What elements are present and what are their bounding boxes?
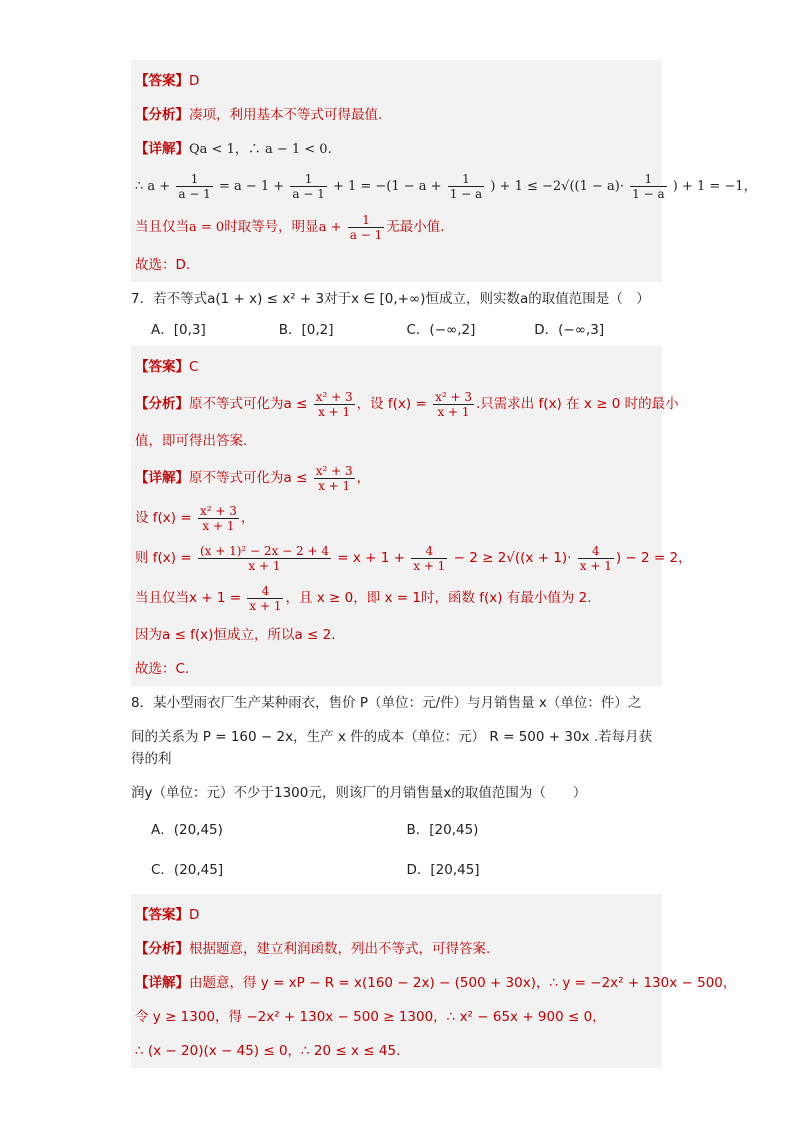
fraction (448, 172, 484, 201)
text-part: 设 f(x) = (135, 510, 192, 526)
text-part: x + 1 = (189, 590, 242, 606)
document-page (131, 60, 757, 1068)
q8-option-d: D．[20,45] (406, 862, 480, 878)
analysis-tag: 【分析】 (135, 396, 189, 412)
numerator: 1 (348, 213, 384, 228)
q7-detail-line-4 (135, 578, 654, 618)
numerator: x² + 3 (199, 503, 237, 518)
denominator: x + 1 (318, 404, 351, 419)
q7-solution-block (131, 346, 692, 686)
detail-tag: 【详解】 (135, 975, 189, 991)
q7-options (131, 316, 662, 346)
numerator: 4 (411, 544, 447, 559)
numerator: 4 (578, 544, 614, 559)
fraction (290, 172, 326, 201)
answer-tag: 【答案】 (135, 359, 189, 375)
analysis-tag: 【分析】 (135, 107, 189, 123)
denominator: x + 1 (249, 598, 282, 613)
denominator: a − 1 (178, 187, 211, 201)
q8-detail-line-1 (135, 966, 737, 1000)
q7-detail-line-1 (135, 458, 654, 498)
text-part: − 2 ≥ 2√((x + 1)· (453, 550, 572, 566)
text-part: ， (240, 510, 255, 526)
text-part: 当且仅当 (135, 219, 189, 235)
q8-answer-line (135, 898, 654, 932)
numerator: x² + 3 (435, 389, 472, 404)
numerator: 1 (630, 172, 666, 187)
answer-tag: 【答案】 (135, 907, 189, 923)
q7-option-d: D．(−∞,3] (534, 322, 605, 338)
q6-derivation-line (135, 167, 757, 207)
q8-stem-line-3: 润y（单位：元）不少于1300元，则该厂的月销售量x的取值范围为（ ） (131, 785, 587, 801)
math-part: a + (318, 220, 342, 235)
denominator: 1 − a (632, 187, 665, 201)
text-part: .只需求出 f(x) 在 x ≥ 0 时的最小 (475, 396, 679, 412)
answer-tag: 【答案】 (135, 73, 189, 89)
q6-detail-line (135, 132, 654, 167)
analysis-text: 凑项，利用基本不等式可得最值. (189, 107, 383, 123)
fraction (176, 172, 212, 201)
q6-choice-line: 故选：D. (135, 257, 191, 273)
text-part: 则 f(x) = (135, 550, 192, 566)
q7-analysis-line (135, 384, 679, 424)
denominator: x + 1 (413, 558, 446, 573)
denominator: x + 1 (318, 478, 351, 493)
q7-stem: 7．若不等式a(1 + x) ≤ x² + 3对于x ∈ [0,+∞)恒成立，则实数a的取值范围是（ ） (131, 291, 650, 307)
q8-stem-line-1: 8．某小型雨衣厂生产某种雨衣，售价 P（单位：元/件）与月销售量 x（单位：件）之 (131, 695, 642, 711)
text-part: ，设 f(x) = (356, 396, 427, 412)
answer-value: D (189, 73, 200, 89)
q7-option-c: C．(−∞,2] (406, 322, 476, 338)
q8-option-b: B．[20,45) (406, 822, 479, 838)
text-part: 原不等式可化为a ≤ (189, 470, 308, 486)
q8-solution-block (131, 894, 737, 1068)
q8-detail-line-2: 令 y ≥ 1300，得 −2x² + 130x − 500 ≥ 1300，∴ x² − 65x + 900 ≤ 0， (135, 1009, 606, 1025)
math-part: ) + 1 ≤ −2√((1 − a)· (490, 179, 624, 194)
q7-analysis-line-2: 值，即可得出答案. (135, 433, 248, 449)
math-part: = a − 1 + (218, 179, 285, 194)
answer-value: C (189, 359, 199, 375)
q7-option-a: A．[0,3] (151, 322, 206, 338)
detail-text: 由题意，得 y = xP − R = x(160 − 2x) − (500 + 30x)，∴ y = −2x² + 130x − 500， (189, 975, 737, 991)
numerator: 1 (448, 172, 484, 187)
numerator: 1 (176, 172, 212, 187)
text-part: ， (356, 470, 371, 486)
text-part: 无最小值. (386, 219, 445, 235)
denominator: x + 1 (202, 518, 235, 533)
text-part: ，且 x ≥ 0，即 x = 1时，函数 f(x) 有最小值为 2. (285, 590, 592, 606)
fraction (578, 544, 614, 573)
q7-choice-line: 故选：C. (135, 661, 190, 677)
q7-detail-line-2 (135, 498, 654, 538)
q6-solution-block (131, 60, 757, 282)
q8-option-a: A．(20,45) (151, 822, 223, 838)
denominator: x + 1 (248, 558, 281, 573)
detail-text: Qa < 1，∴ a − 1 < 0. (189, 142, 332, 157)
math-part: ) + 1 = −1， (672, 179, 757, 194)
q6-answer-line (135, 64, 654, 98)
answer-value: D (189, 907, 200, 923)
fraction (630, 172, 666, 201)
detail-tag: 【详解】 (135, 141, 189, 157)
denominator: a − 1 (292, 187, 325, 201)
q6-analysis-line (135, 98, 654, 132)
math-part: + 1 = −(1 − a + (332, 179, 442, 194)
q6-equality-line (135, 207, 654, 248)
denominator: x + 1 (437, 404, 470, 419)
numerator: x² + 3 (315, 463, 353, 478)
detail-tag: 【详解】 (135, 470, 189, 486)
numerator: 1 (290, 172, 326, 187)
q8-option-c: C．(20,45] (151, 862, 224, 878)
fraction (411, 544, 447, 573)
text-part: ) − 2 = 2， (615, 550, 692, 566)
q8-options (131, 820, 662, 880)
fraction (314, 390, 355, 419)
q7-detail-line-3 (135, 538, 692, 578)
q7-detail-line-5: 因为a ≤ f(x)恒成立，所以a ≤ 2. (135, 627, 336, 643)
denominator: x + 1 (579, 558, 612, 573)
numerator: x² + 3 (315, 389, 353, 404)
denominator: 1 − a (449, 187, 483, 201)
q8-stem-line-2: 间的关系为 P = 160 − 2x，生产 x 件的成本（单位：元） R = 500 + 30x .若每月获得的利 (131, 729, 653, 767)
analysis-tag: 【分析】 (135, 941, 189, 957)
analysis-text: 根据题意，建立利润函数，列出不等式，可得答案. (189, 941, 491, 957)
math-part: ∴ a + (135, 179, 171, 194)
text-part: 时取等号，明显 (224, 219, 319, 235)
q7-answer-line (135, 350, 654, 384)
numerator: 4 (247, 584, 283, 599)
fraction (198, 544, 331, 573)
q8-analysis-line (135, 932, 654, 966)
q7-option-b: B．[0,2] (278, 322, 334, 338)
text-part: 原不等式可化为a ≤ (189, 396, 308, 412)
fraction (198, 504, 239, 533)
fraction (348, 213, 384, 242)
denominator: a − 1 (349, 227, 383, 242)
math-part: a = 0 (189, 220, 225, 235)
text-part: 当且仅当 (135, 590, 189, 606)
fraction (314, 464, 355, 493)
q8-detail-line-3: ∴ (x − 20)(x − 45) ≤ 0，∴ 20 ≤ x ≤ 45. (135, 1043, 401, 1059)
fraction (433, 390, 474, 419)
fraction (247, 584, 283, 613)
numerator: (x + 1)² − 2x − 2 + 4 (199, 543, 329, 558)
text-part: = x + 1 + (337, 550, 405, 566)
